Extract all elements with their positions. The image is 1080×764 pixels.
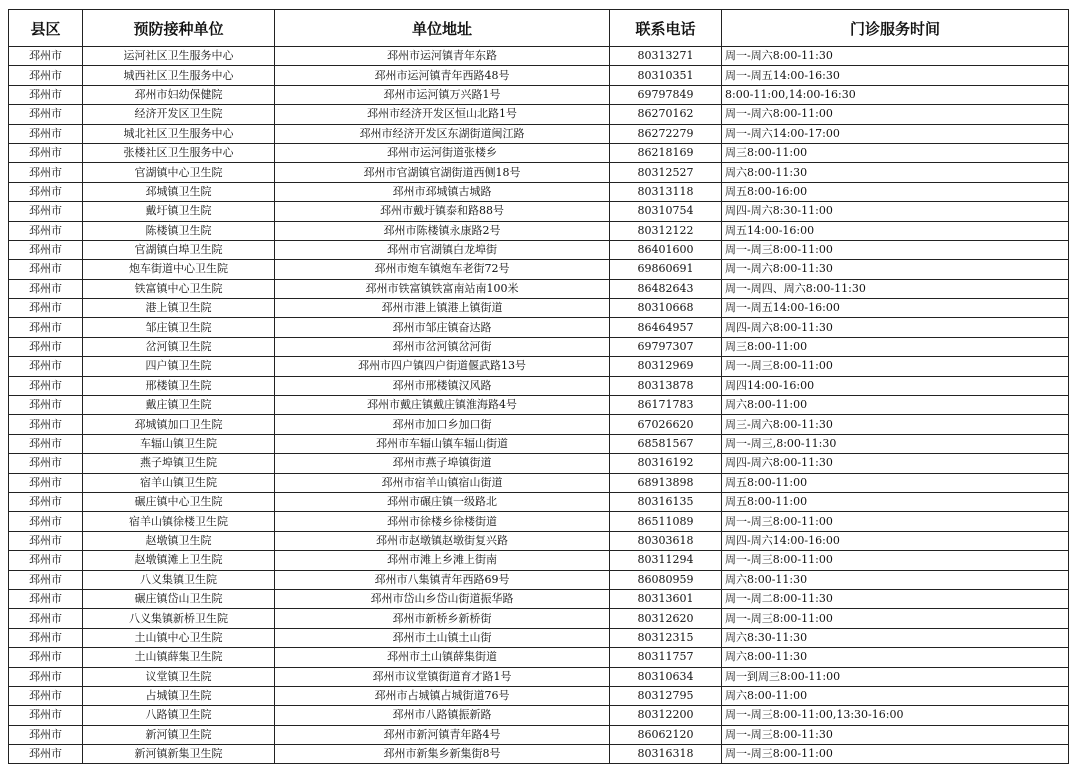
cell-phone: 86511089: [610, 512, 722, 531]
cell-address: 邳州市港上镇港上镇街道: [275, 299, 610, 318]
cell-county: 邳州市: [9, 221, 83, 240]
table-row: [9, 182, 1069, 201]
cell-county: 邳州市: [9, 182, 83, 201]
cell-county: 邳州市: [9, 454, 83, 473]
table-row: [9, 124, 1069, 143]
cell-hours: 周一-周三8:00-11:30: [722, 725, 1069, 744]
cell-phone: 86270162: [610, 105, 722, 124]
cell-address: 邳州市徐楼乡徐楼街道: [275, 512, 610, 531]
table-row: [9, 47, 1069, 66]
table-row: [9, 279, 1069, 298]
cell-unit: 戴庄镇卫生院: [83, 396, 275, 415]
cell-county: 邳州市: [9, 725, 83, 744]
cell-phone: 80316192: [610, 454, 722, 473]
cell-county: 邳州市: [9, 163, 83, 182]
cell-county: 邳州市: [9, 124, 83, 143]
table-row: [9, 551, 1069, 570]
cell-county: 邳州市: [9, 47, 83, 66]
table-row: [9, 376, 1069, 395]
cell-address: 邳州市官湖镇白龙埠街: [275, 240, 610, 259]
cell-unit: 八义集镇卫生院: [83, 570, 275, 589]
header-hours: 门诊服务时间: [722, 10, 1069, 47]
cell-phone: 80313271: [610, 47, 722, 66]
table-row: [9, 221, 1069, 240]
table-row: [9, 85, 1069, 104]
table-row: [9, 454, 1069, 473]
cell-address: 邳州市碾庄镇一级路北: [275, 492, 610, 511]
table-row: [9, 66, 1069, 85]
cell-unit: 赵墩镇滩上卫生院: [83, 551, 275, 570]
cell-county: 邳州市: [9, 434, 83, 453]
cell-unit: 张楼社区卫生服务中心: [83, 143, 275, 162]
cell-phone: 80310754: [610, 202, 722, 221]
cell-hours: 周五14:00-16:00: [722, 221, 1069, 240]
cell-phone: 80313118: [610, 182, 722, 201]
cell-county: 邳州市: [9, 396, 83, 415]
cell-unit: 八路镇卫生院: [83, 706, 275, 725]
cell-address: 邳州市燕子埠镇街道: [275, 454, 610, 473]
cell-unit: 铁富镇中心卫生院: [83, 279, 275, 298]
cell-phone: 80312527: [610, 163, 722, 182]
table-row: [9, 299, 1069, 318]
cell-county: 邳州市: [9, 745, 83, 764]
cell-unit: 宿羊山镇卫生院: [83, 473, 275, 492]
cell-county: 邳州市: [9, 648, 83, 667]
cell-unit: 城北社区卫生服务中心: [83, 124, 275, 143]
cell-address: 邳州市宿羊山镇宿山街道: [275, 473, 610, 492]
cell-hours: 周四-周六8:30-11:00: [722, 202, 1069, 221]
cell-phone: 80312620: [610, 609, 722, 628]
cell-county: 邳州市: [9, 415, 83, 434]
table-row: [9, 686, 1069, 705]
cell-hours: 周一-周三8:00-11:00,13:30-16:00: [722, 706, 1069, 725]
table-row: [9, 706, 1069, 725]
cell-unit: 新河镇卫生院: [83, 725, 275, 744]
table-row: [9, 163, 1069, 182]
cell-phone: 86272279: [610, 124, 722, 143]
cell-hours: 周五8:00-11:00: [722, 492, 1069, 511]
cell-unit: 议堂镇卫生院: [83, 667, 275, 686]
table-row: [9, 492, 1069, 511]
table-row: [9, 202, 1069, 221]
cell-hours: 周一-周三8:00-11:00: [722, 240, 1069, 259]
cell-address: 邳州市炮车镇炮车老街72号: [275, 260, 610, 279]
cell-county: 邳州市: [9, 279, 83, 298]
cell-address: 邳州市滩上乡滩上街南: [275, 551, 610, 570]
cell-phone: 80310351: [610, 66, 722, 85]
cell-phone: 80313601: [610, 589, 722, 608]
cell-address: 邳州市邳城镇古城路: [275, 182, 610, 201]
cell-unit: 邳城镇加口卫生院: [83, 415, 275, 434]
cell-hours: 周一-周三8:00-11:00: [722, 745, 1069, 764]
cell-hours: 周六8:00-11:00: [722, 686, 1069, 705]
cell-address: 邳州市铁富镇铁富南站南100米: [275, 279, 610, 298]
cell-phone: 80313878: [610, 376, 722, 395]
cell-address: 邳州市岔河镇岔河街: [275, 337, 610, 356]
cell-address: 邳州市经济开发区东湖街道闽江路: [275, 124, 610, 143]
cell-hours: 周四-周六8:00-11:30: [722, 318, 1069, 337]
cell-unit: 八义集镇新桥卫生院: [83, 609, 275, 628]
cell-phone: 86464957: [610, 318, 722, 337]
cell-hours: 周一到周三8:00-11:00: [722, 667, 1069, 686]
cell-county: 邳州市: [9, 589, 83, 608]
cell-unit: 邳城镇卫生院: [83, 182, 275, 201]
cell-county: 邳州市: [9, 706, 83, 725]
cell-county: 邳州市: [9, 202, 83, 221]
cell-phone: 80311757: [610, 648, 722, 667]
table-row: [9, 667, 1069, 686]
cell-address: 邳州市岱山乡岱山街道振华路: [275, 589, 610, 608]
header-row: [9, 10, 1069, 47]
cell-county: 邳州市: [9, 512, 83, 531]
cell-phone: 80310634: [610, 667, 722, 686]
cell-unit: 占城镇卫生院: [83, 686, 275, 705]
cell-address: 邳州市赵墩镇赵墩街复兴路: [275, 531, 610, 550]
cell-hours: 周四14:00-16:00: [722, 376, 1069, 395]
cell-address: 邳州市新桥乡新桥街: [275, 609, 610, 628]
cell-address: 邳州市陈楼镇永康路2号: [275, 221, 610, 240]
cell-county: 邳州市: [9, 240, 83, 259]
table-row: [9, 609, 1069, 628]
cell-address: 邳州市邹庄镇奋达路: [275, 318, 610, 337]
cell-hours: 周一-周六8:00-11:30: [722, 260, 1069, 279]
cell-county: 邳州市: [9, 66, 83, 85]
cell-county: 邳州市: [9, 337, 83, 356]
cell-hours: 周一-周五14:00-16:00: [722, 299, 1069, 318]
cell-unit: 邹庄镇卫生院: [83, 318, 275, 337]
table-row: [9, 531, 1069, 550]
table-row: [9, 240, 1069, 259]
cell-address: 邳州市官湖镇官湖街道西侧18号: [275, 163, 610, 182]
cell-phone: 68581567: [610, 434, 722, 453]
cell-address: 邳州市车辐山镇车辐山街道: [275, 434, 610, 453]
table-row: [9, 337, 1069, 356]
table-row: [9, 512, 1069, 531]
cell-phone: 80312795: [610, 686, 722, 705]
cell-unit: 碾庄镇岱山卫生院: [83, 589, 275, 608]
cell-phone: 86482643: [610, 279, 722, 298]
cell-county: 邳州市: [9, 570, 83, 589]
table-row: [9, 745, 1069, 764]
cell-hours: 周六8:00-11:00: [722, 396, 1069, 415]
cell-hours: 周一-周三8:00-11:00: [722, 512, 1069, 531]
cell-hours: 周一-周六8:00-11:30: [722, 47, 1069, 66]
cell-county: 邳州市: [9, 473, 83, 492]
cell-hours: 8:00-11:00,14:00-16:30: [722, 85, 1069, 104]
cell-phone: 67026620: [610, 415, 722, 434]
cell-address: 邳州市新集乡新集街8号: [275, 745, 610, 764]
cell-hours: 周三8:00-11:00: [722, 143, 1069, 162]
cell-county: 邳州市: [9, 376, 83, 395]
vaccination-sites-table: [8, 9, 1069, 764]
cell-phone: 80311294: [610, 551, 722, 570]
cell-county: 邳州市: [9, 628, 83, 647]
cell-county: 邳州市: [9, 492, 83, 511]
cell-unit: 官湖镇中心卫生院: [83, 163, 275, 182]
cell-hours: 周一-周五14:00-16:30: [722, 66, 1069, 85]
cell-address: 邳州市运河镇万兴路1号: [275, 85, 610, 104]
table-row: [9, 628, 1069, 647]
cell-hours: 周一-周三,8:00-11:30: [722, 434, 1069, 453]
cell-unit: 炮车街道中心卫生院: [83, 260, 275, 279]
cell-phone: 80312122: [610, 221, 722, 240]
cell-address: 邳州市四户镇四户街道偃武路13号: [275, 357, 610, 376]
cell-county: 邳州市: [9, 357, 83, 376]
table-row: [9, 473, 1069, 492]
cell-phone: 86171783: [610, 396, 722, 415]
cell-phone: 80316318: [610, 745, 722, 764]
table-header: [9, 10, 1069, 47]
cell-hours: 周一-周三8:00-11:00: [722, 609, 1069, 628]
cell-address: 邳州市土山镇薛集街道: [275, 648, 610, 667]
cell-hours: 周一-周三8:00-11:00: [722, 551, 1069, 570]
cell-address: 邳州市八集镇青年西路69号: [275, 570, 610, 589]
cell-phone: 86062120: [610, 725, 722, 744]
table-row: [9, 725, 1069, 744]
cell-address: 邳州市戴圩镇泰和路88号: [275, 202, 610, 221]
cell-address: 邳州市运河镇青年西路48号: [275, 66, 610, 85]
cell-hours: 周六8:00-11:30: [722, 570, 1069, 589]
header-address: 单位地址: [275, 10, 610, 47]
cell-unit: 碾庄镇中心卫生院: [83, 492, 275, 511]
cell-phone: 86218169: [610, 143, 722, 162]
cell-phone: 80303618: [610, 531, 722, 550]
cell-address: 邳州市八路镇振新路: [275, 706, 610, 725]
cell-county: 邳州市: [9, 105, 83, 124]
cell-unit: 车辐山镇卫生院: [83, 434, 275, 453]
cell-phone: 69797849: [610, 85, 722, 104]
cell-unit: 宿羊山镇徐楼卫生院: [83, 512, 275, 531]
cell-county: 邳州市: [9, 260, 83, 279]
cell-phone: 80312315: [610, 628, 722, 647]
cell-county: 邳州市: [9, 609, 83, 628]
cell-county: 邳州市: [9, 686, 83, 705]
cell-address: 邳州市戴庄镇戴庄镇淮海路4号: [275, 396, 610, 415]
cell-hours: 周一-周四、周六8:00-11:30: [722, 279, 1069, 298]
cell-address: 邳州市议堂镇街道育才路1号: [275, 667, 610, 686]
cell-hours: 周一-周六14:00-17:00: [722, 124, 1069, 143]
cell-phone: 69860691: [610, 260, 722, 279]
cell-phone: 86401600: [610, 240, 722, 259]
cell-unit: 陈楼镇卫生院: [83, 221, 275, 240]
cell-address: 邳州市占城镇占城街道76号: [275, 686, 610, 705]
cell-county: 邳州市: [9, 143, 83, 162]
cell-unit: 港上镇卫生院: [83, 299, 275, 318]
cell-unit: 邳州市妇幼保健院: [83, 85, 275, 104]
cell-hours: 周六8:30-11:30: [722, 628, 1069, 647]
cell-hours: 周六8:00-11:30: [722, 648, 1069, 667]
cell-unit: 岔河镇卫生院: [83, 337, 275, 356]
cell-unit: 运河社区卫生服务中心: [83, 47, 275, 66]
cell-unit: 官湖镇白埠卫生院: [83, 240, 275, 259]
cell-unit: 燕子埠镇卫生院: [83, 454, 275, 473]
cell-address: 邳州市土山镇土山街: [275, 628, 610, 647]
cell-unit: 新河镇新集卫生院: [83, 745, 275, 764]
table-row: [9, 648, 1069, 667]
cell-address: 邳州市邢楼镇汉风路: [275, 376, 610, 395]
table-row: [9, 434, 1069, 453]
cell-address: 邳州市运河镇青年东路: [275, 47, 610, 66]
table-row: [9, 260, 1069, 279]
table-row: [9, 357, 1069, 376]
cell-hours: 周五8:00-16:00: [722, 182, 1069, 201]
table-row: [9, 589, 1069, 608]
cell-address: 邳州市加口乡加口街: [275, 415, 610, 434]
cell-phone: 86080959: [610, 570, 722, 589]
cell-hours: 周一-周六8:00-11:00: [722, 105, 1069, 124]
cell-phone: 80310668: [610, 299, 722, 318]
table-row: [9, 396, 1069, 415]
cell-unit: 邢楼镇卫生院: [83, 376, 275, 395]
table-row: [9, 143, 1069, 162]
cell-hours: 周一-周二8:00-11:30: [722, 589, 1069, 608]
header-county: 县区: [9, 10, 83, 47]
cell-county: 邳州市: [9, 299, 83, 318]
cell-phone: 80316135: [610, 492, 722, 511]
cell-hours: 周四-周六14:00-16:00: [722, 531, 1069, 550]
table-row: [9, 570, 1069, 589]
cell-county: 邳州市: [9, 318, 83, 337]
cell-county: 邳州市: [9, 551, 83, 570]
cell-address: 邳州市新河镇青年路4号: [275, 725, 610, 744]
header-phone: 联系电话: [610, 10, 722, 47]
cell-unit: 土山镇中心卫生院: [83, 628, 275, 647]
cell-address: 邳州市经济开发区恒山北路1号: [275, 105, 610, 124]
cell-unit: 土山镇薛集卫生院: [83, 648, 275, 667]
cell-county: 邳州市: [9, 531, 83, 550]
table-row: [9, 105, 1069, 124]
cell-phone: 68913898: [610, 473, 722, 492]
cell-phone: 69797307: [610, 337, 722, 356]
cell-phone: 80312200: [610, 706, 722, 725]
cell-hours: 周六8:00-11:30: [722, 163, 1069, 182]
table-body: [9, 47, 1069, 764]
table-row: [9, 318, 1069, 337]
cell-hours: 周三-周六8:00-11:30: [722, 415, 1069, 434]
cell-hours: 周四-周六8:00-11:30: [722, 454, 1069, 473]
cell-unit: 四户镇卫生院: [83, 357, 275, 376]
cell-county: 邳州市: [9, 667, 83, 686]
cell-unit: 城西社区卫生服务中心: [83, 66, 275, 85]
cell-unit: 戴圩镇卫生院: [83, 202, 275, 221]
cell-unit: 赵墩镇卫生院: [83, 531, 275, 550]
cell-county: 邳州市: [9, 85, 83, 104]
cell-hours: 周五8:00-11:00: [722, 473, 1069, 492]
cell-hours: 周一-周三8:00-11:00: [722, 357, 1069, 376]
table-row: [9, 415, 1069, 434]
cell-hours: 周三8:00-11:00: [722, 337, 1069, 356]
cell-address: 邳州市运河街道张楼乡: [275, 143, 610, 162]
header-unit: 预防接种单位: [83, 10, 275, 47]
cell-phone: 80312969: [610, 357, 722, 376]
cell-unit: 经济开发区卫生院: [83, 105, 275, 124]
